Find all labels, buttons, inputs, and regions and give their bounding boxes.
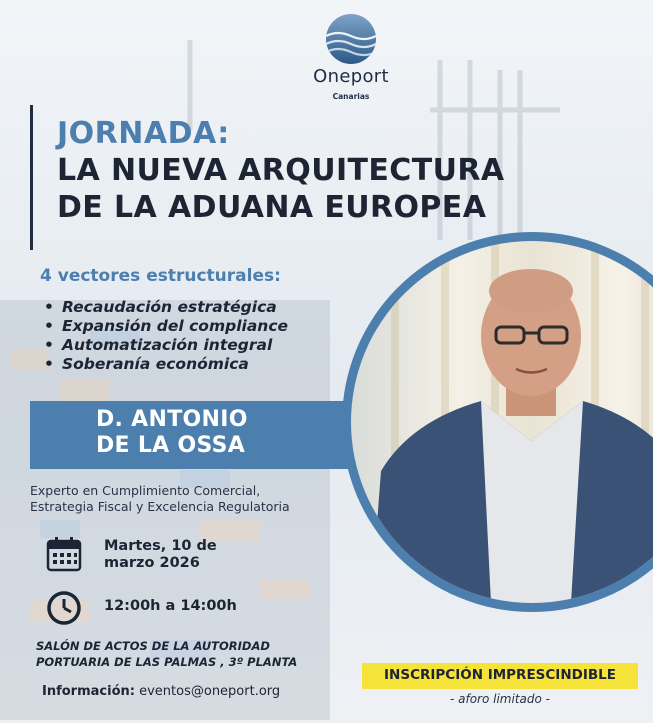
vector-label: Soberanía económica — [62, 355, 249, 373]
bullet-icon: • — [44, 336, 54, 354]
event-date-line-1: Martes, 10 de — [104, 538, 217, 554]
contact-label: Información: — [42, 684, 135, 699]
vector-label: Recaudación estratégica — [62, 298, 277, 316]
wave-logo-icon — [326, 14, 376, 64]
bullet-icon: • — [44, 298, 54, 316]
list-item — [44, 298, 288, 317]
venue-line-1: SALÓN DE ACTOS DE LA AUTORIDAD — [36, 639, 270, 653]
list-item — [44, 317, 288, 336]
speaker-role-line-2: Estrategia Fiscal y Excelencia Regulatoria — [30, 499, 290, 514]
clock-icon — [46, 590, 82, 626]
vector-label: Expansión del compliance — [62, 317, 289, 335]
bullet-icon: • — [44, 355, 54, 373]
vectors-heading: 4 vectores estructurales: — [40, 266, 281, 286]
event-date-line-2: marzo 2026 — [104, 555, 200, 571]
capacity-note: - aforo limitado - — [449, 692, 550, 706]
contact-email-link[interactable]: eventos@oneport.org — [139, 684, 281, 699]
oneport-logo — [326, 14, 376, 64]
title-line-2: LA NUEVA ARQUITECTURA — [57, 153, 505, 188]
event-time: 12:00h a 14:00h — [104, 598, 237, 614]
speaker-name-line-2: DE LA OSSA — [96, 433, 246, 458]
title-accent-rule — [30, 105, 33, 250]
venue-line-2: PORTUARIA DE LAS PALMAS , 3º PLANTA — [36, 655, 298, 669]
title-line-3: DE LA ADUANA EUROPEA — [57, 190, 487, 225]
calendar-icon — [46, 536, 82, 572]
registration-label: INSCRIPCIÓN IMPRESCINDIBLE — [384, 667, 616, 683]
speaker-name-line-1: D. ANTONIO — [96, 407, 248, 432]
bullet-icon: • — [44, 317, 54, 335]
vectors-list — [44, 298, 288, 374]
speaker-role-line-1: Experto en Cumplimiento Comercial, — [30, 483, 261, 498]
contact-info — [42, 684, 280, 699]
list-item — [44, 336, 288, 355]
brand-region: Canarias — [332, 92, 370, 101]
brand-name: Oneport — [313, 66, 389, 87]
list-item — [44, 355, 288, 374]
vector-label: Automatización integral — [62, 336, 273, 354]
title-line-1: JORNADA: — [57, 116, 230, 151]
